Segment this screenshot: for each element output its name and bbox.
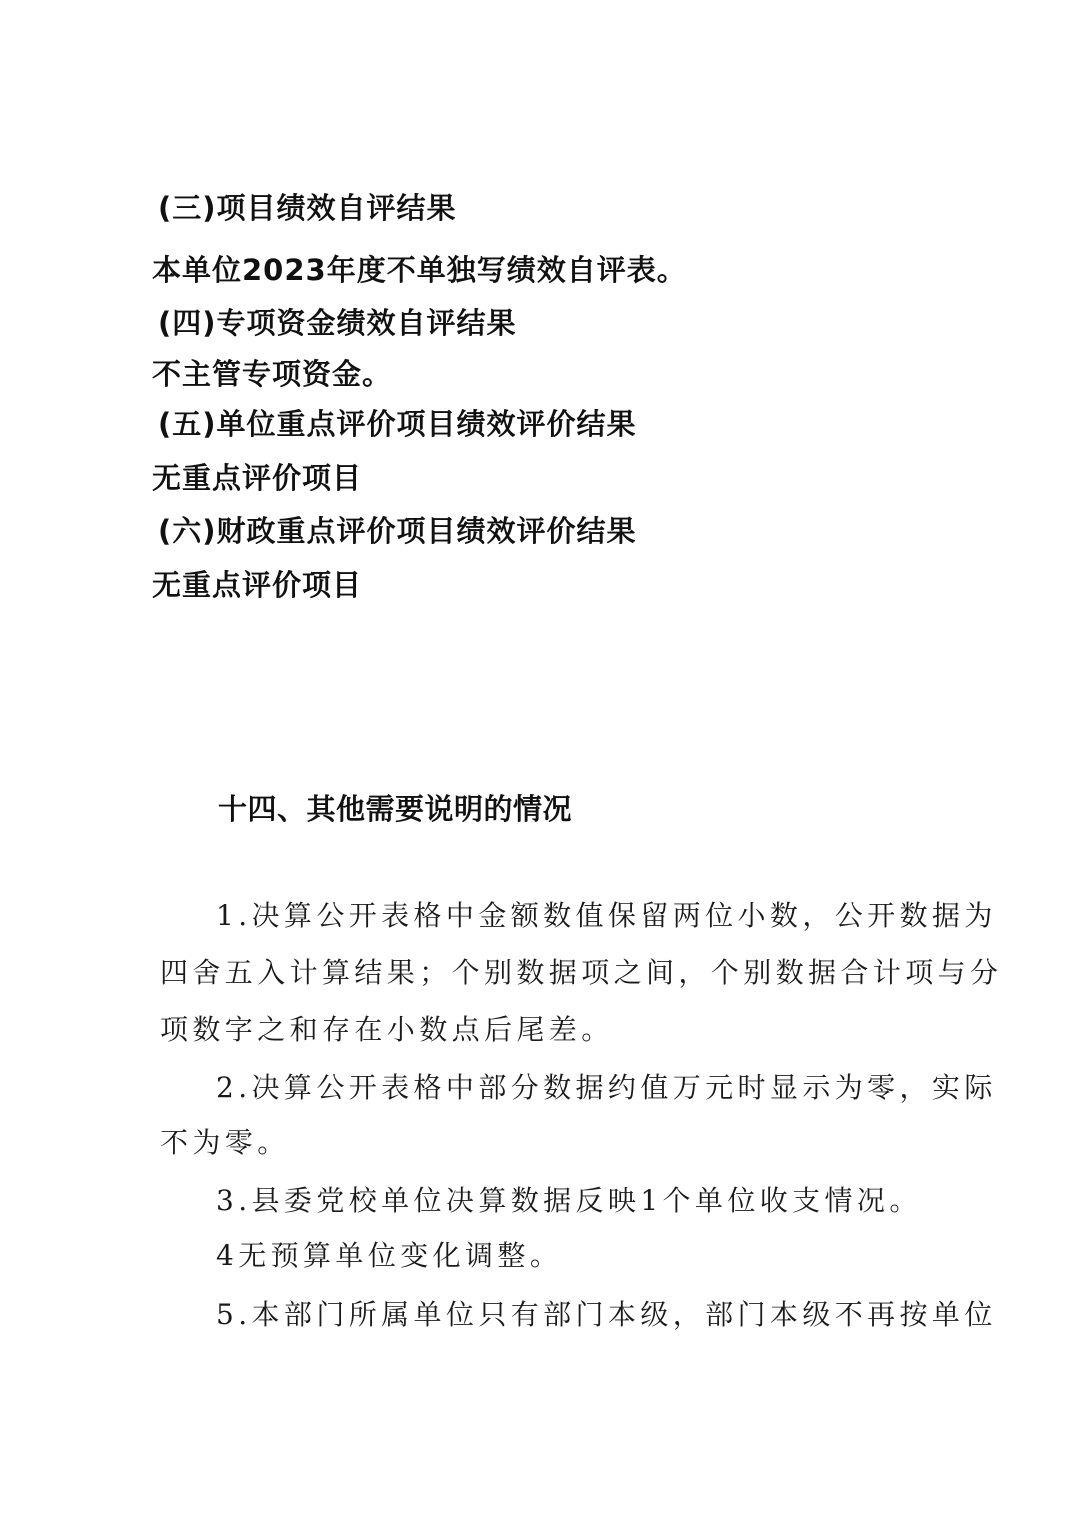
item-6-content: 无重点评价项目 <box>152 568 363 602</box>
item-5-content: 无重点评价项目 <box>152 461 363 495</box>
para-3: 3.县委党校单位决算数据反映1个单位收支情况。 <box>216 1184 922 1217</box>
para-1-line-3: 项数字之和存在小数点后尾差。 <box>160 1013 614 1046</box>
para-1-line-1: 1.决算公开表格中金额数值保留两位小数，公开数据为 <box>216 899 997 932</box>
item-4-content: 不主管专项资金。 <box>152 357 393 391</box>
para-4: 4无预算单位变化调整。 <box>216 1239 563 1272</box>
item-4-title: (四)专项资金绩效自评结果 <box>158 306 517 340</box>
para-2-line-2: 不为零。 <box>160 1126 290 1159</box>
item-3-title: (三)项目绩效自评结果 <box>158 191 457 225</box>
para-2-line-1: 2.决算公开表格中部分数据约值万元时显示为零，实际 <box>216 1071 997 1104</box>
item-5-title: (五)单位重点评价项目绩效评价结果 <box>158 407 637 441</box>
section-14-title: 十四、其他需要说明的情况 <box>218 792 573 826</box>
item-6-title: (六)财政重点评价项目绩效评价结果 <box>158 514 637 548</box>
para-5: 5.本部门所属单位只有部门本级，部门本级不再按单位 <box>216 1298 997 1331</box>
para-1-line-2: 四舍五入计算结果；个别数据项之间，个别数据合计项与分 <box>160 956 1003 989</box>
item-3-content: 本单位2023年度不单独写绩效自评表。 <box>152 253 687 287</box>
